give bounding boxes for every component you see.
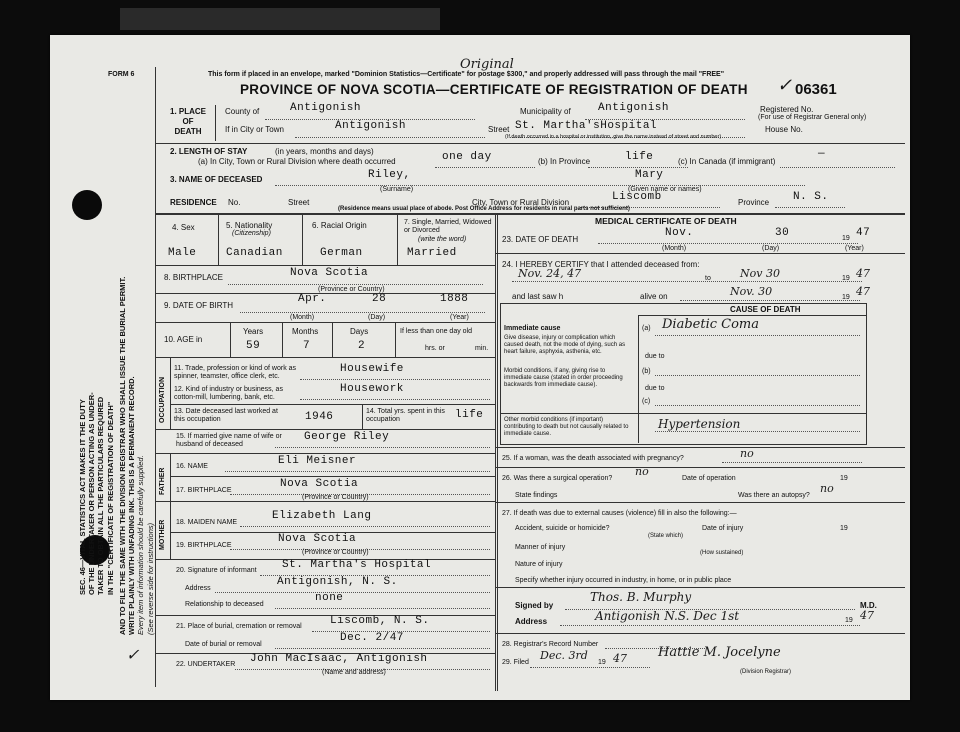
hrs-label: hrs. or xyxy=(425,345,445,352)
informant-signature-value: St. Martha's Hospital xyxy=(282,559,432,571)
undertaker-note: (Name and address) xyxy=(322,669,386,676)
given-name-value: Mary xyxy=(635,169,664,181)
injury-date-label: Date of injury xyxy=(702,525,744,532)
sex-label: 4. Sex xyxy=(172,223,195,232)
original-stamp: Original xyxy=(460,57,514,72)
year-prefix: 19 xyxy=(840,475,848,482)
given-name-note: (Given name or names) xyxy=(628,186,702,193)
stay-province-value: life xyxy=(625,151,654,163)
street-value: St. Martha'sHospital xyxy=(515,120,658,132)
birthplace-value: Nova Scotia xyxy=(290,267,369,279)
industry-value: Housework xyxy=(340,383,404,395)
less-than-day-label: If less than one day old xyxy=(400,328,472,335)
death-year-note: (Year) xyxy=(845,245,864,252)
pregnancy-label: 25. If a woman, was the death associated with pregnancy? xyxy=(502,455,684,462)
residence-province-value: N. S. xyxy=(793,191,829,203)
burial-place-value: Liscomb, N. S. xyxy=(330,615,430,627)
last-worked-value: 1946 xyxy=(305,411,334,423)
nationality-note: (Citizenship) xyxy=(232,230,271,237)
informant-address-value: Antigonish, N. S. xyxy=(277,576,398,588)
municipality-label: Municipality of xyxy=(520,107,571,116)
certificate-number: 06361 xyxy=(795,81,837,98)
last-saw-year: 47 xyxy=(856,285,870,298)
sidebar-line: Every item of information should be carefully supplied. xyxy=(136,455,146,635)
md-label: M.D. xyxy=(860,601,877,610)
registrar-note: (Division Registrar) xyxy=(740,669,792,675)
death-certificate: SEC. 46—VITAL STATISTICS ACT MAKES IT THE DUTY OF THE UNDERTAKER OR PERSON ACTING AS UNDER- TAKER TO OBTAIN ALL THE PARTICULARS REQUIRED IN THE "CERTIFICATE OF REGISTRATION OF DEATH" AND TO FILE THE SAME WITH THE DIVISION REGISTRAR WHO SHALL ISSUE THE BURIAL PERMIT. WRITE PLAINLY WITH UNFADING INK. THIS IS A PERMANENT RECORD. Every item of information should be carefully supplied. (See reverse side for instructions) ✓ FORM 6 This form if placed in an envelope, marked "Dominion Statistics—Certificate" for postage $300," and properly addressed will pass through the mail "FREE" Original PROVINCE OF NOVA SCOTIA—CERTIFICATE OF REGISTRATION OF DEATH 06361 ✓ 1. PLACE OF DEATH County of Antigonish Municipality of Antigonish Registered No. (For use of Registrar General only) If in City or Town Antigonish Street St. Martha'sHospital House No. (If death occurred in a hospital or institution, give the name instead of street and number) 2. LENGTH OF STAY (in years, months and days) (a) In City, Town or Rural Division where death occurred one day (b) In Province life (c) In Canada (if immigrant) — 3. NAME OF DECEASED Riley, (Surname) Mary (Given name or names) RESIDENCE No. Street City, Town or Rural Division Liscomb Province N. S. (Residence means usual place of abode. Post Office Address for residents in rural parts not sufficient) 4. Sex Male 5. Nationality (Citizenship) Canadian 6. Racial Origin German 7. Single, Married, Widowed or Divorced (write the word) Married 8. BIRTHPLACE Nova Scotia (Province or Country) 9. DATE OF BIRTH Apr. 28 1888 (Month) (Day) (Year) 10. AGE in Years Months Days 59 7 2 If less than one day old hrs. or min. OCCUPATION 11. Trade, profession or kind of work as spinner, teamster, office clerk, etc. Housewife 12. Kind of industry or business, as cotton-mill, lumbering, bank, etc. Housework 13. Date deceased last worked at this occupation 1946 14. Total yrs. spent in this occupation life 15. If married give name of wife or husband of deceased George Riley FATHER 16. NAME Eli Meisner 17. BIRTHPLACE Nova Scotia (Province or Country) MOTHER 18. MAIDEN NAME Elizabeth Lang 19. BIRTHPLACE Nova Scotia (Province or Country) 20. Signature of informant St. Martha's Hospital Address Antigonish, N. S. Relationship to deceased none 21. Place of burial, cremation or removal Liscomb, N. S. Date of burial or removal Dec. 2/47 22. UNDERTAKER John MacIsaac, Antigonish (Name and address) MEDICAL CERTIFICATE OF DEATH 23. DATE OF DEATH Nov. 30 19 47 (Month) (Day) (Year) 24. I HEREBY CERTIFY that I attended deceased from: Nov. 24, 47 to Nov 30 19 47 and last saw h alive on Nov. 30 19 47 CAUSE OF DEATH Immediate cause Give disease, injury or complication which caused death, not the mode of dying, such as heart failure, asphyxia, asthenia, etc. (a) Diabetic Coma due to Morbid conditions, if any, giving rise to immediate cause (stated in order proceeding backwards from immediate cause). (b) due to (c) Other morbid conditions (if important) contributing to death but not causally related to immediate cause. Hypertension 25. If a woman, was the death associated with pregnancy? no 26. Was there a surgical operation? no Date of operation 19 State findings Was there an autopsy? no 27. If death was due to external causes (violence) fill in also the following:— Accident, suicide or homicide? (State which) Date of injury 19 Manner of injury (How sustained) Nature of injury Specify whether injury occurred in industry, in home, or in public place Signed by Thos. B. Murphy M.D. Address Antigonish N.S. Dec 1st 19 47 28. Registrar's Record Number 29. Filed Dec. 3rd 19 47 Hattie M. Jocelyne (Division Registrar) xyxy=(50,35,910,700)
residence-no-label: No. xyxy=(228,198,241,207)
certificate-title: PROVINCE OF NOVA SCOTIA—CERTIFICATE OF REGISTRATION OF DEATH xyxy=(240,82,748,97)
surname-note: (Surname) xyxy=(380,186,414,193)
last-saw-value: Nov. 30 xyxy=(730,285,773,298)
residence-city-value: Liscomb xyxy=(612,191,662,203)
burial-place-label: 21. Place of burial, cremation or removal xyxy=(176,623,302,630)
marital-status-label: 7. Single, Married, Widowed or Divorced xyxy=(404,219,492,234)
operation-date-label: Date of operation xyxy=(682,475,736,482)
signed-by-label: Signed by xyxy=(515,601,554,610)
attended-year: 47 xyxy=(856,267,870,280)
age-months-label: Months xyxy=(292,327,319,336)
immediate-cause-label: Immediate cause xyxy=(504,325,561,332)
registered-no-note: (For use of Registrar General only) xyxy=(758,114,867,121)
label-line: OF xyxy=(182,117,194,126)
sidebar-instructions-2 xyxy=(118,277,155,635)
dob-label: 9. DATE OF BIRTH xyxy=(164,301,234,310)
filed-date-value: Dec. 3rd xyxy=(540,649,588,662)
label-line: 1. PLACE xyxy=(170,107,207,116)
informant-address-label: Address xyxy=(185,585,211,592)
surgery-value: no xyxy=(635,465,649,478)
death-day-note: (Day) xyxy=(762,245,780,252)
sidebar-instructions xyxy=(78,155,115,595)
trade-label: 11. Trade, profession or kind of work as spinner, teamster, office clerk, etc. xyxy=(174,365,297,380)
specify-label: Specify whether injury occurred in industry, in home, or in public place xyxy=(515,577,732,584)
due-to-label: due to xyxy=(645,385,665,392)
father-birthplace-note: (Province or Country) xyxy=(302,494,369,501)
physician-address-year: 47 xyxy=(860,609,874,622)
residence-province-label: Province xyxy=(738,198,770,207)
date-of-death-label: 23. DATE OF DEATH xyxy=(502,235,579,244)
father-birthplace-value: Nova Scotia xyxy=(280,478,359,490)
stay-canada-label: (c) In Canada (if immigrant) xyxy=(678,157,776,166)
immediate-cause-note: Give disease, injury or complication which caused death, not the mode of dying, such as heart failure, asphyxia, asthenia, etc. xyxy=(504,335,626,355)
marital-status-value: Married xyxy=(407,247,457,259)
divider xyxy=(215,105,216,141)
death-month-note: (Month) xyxy=(662,245,687,252)
registrar-number-label: 28. Registrar's Record Number xyxy=(502,641,599,648)
year-prefix: 19 xyxy=(840,525,848,532)
nature-label: Nature of injury xyxy=(515,561,563,568)
stay-canada-value: — xyxy=(818,148,826,160)
father-name-value: Eli Meisner xyxy=(278,455,357,467)
year-prefix: 19 xyxy=(842,294,850,301)
undertaker-label: 22. UNDERTAKER xyxy=(176,661,236,668)
left-border xyxy=(155,67,156,687)
other-conditions-label: Other morbid conditions (if important) contributing to death but not causally related to immediate cause. xyxy=(504,417,629,437)
street-label: Street xyxy=(488,125,510,134)
last-worked-label: 13. Date deceased last worked at this occupation xyxy=(174,408,278,423)
death-year: 47 xyxy=(856,227,871,239)
birthplace-note: (Province or Country) xyxy=(318,286,385,293)
dob-day: 28 xyxy=(372,293,387,305)
residence-street-label: Street xyxy=(288,198,310,207)
mother-birthplace-value: Nova Scotia xyxy=(278,533,357,545)
birthplace-label: 8. BIRTHPLACE xyxy=(164,273,223,282)
father-name-label: 16. NAME xyxy=(176,463,208,470)
county-label: County of xyxy=(225,107,260,116)
father-side-label: FATHER xyxy=(159,467,166,495)
day-note: (Day) xyxy=(368,314,386,321)
residence-note: (Residence means usual place of abode. Post Office Address for residents in rural parts not sufficient) xyxy=(338,206,630,212)
relationship-value: none xyxy=(315,592,344,604)
length-of-stay-label: 2. LENGTH OF STAY xyxy=(170,147,248,156)
envelope-note: This form if placed in an envelope, marked "Dominion Statistics—Certificate" for postage $300," and properly addressed will pass through the mail "FREE" xyxy=(208,71,725,78)
nationality-label: 5. Nationality xyxy=(226,221,273,230)
name-label: 3. NAME OF DECEASED xyxy=(170,175,263,184)
sidebar-line: AND TO FILE THE SAME WITH THE DIVISION REGISTRAR WHO SHALL ISSUE THE BURIAL PERMIT. xyxy=(118,276,127,635)
father-birthplace-label: 17. BIRTHPLACE xyxy=(176,487,232,494)
age-label: 10. AGE in xyxy=(164,335,203,344)
age-days-label: Days xyxy=(350,327,369,336)
racial-origin-label: 6. Racial Origin xyxy=(312,221,367,230)
year-prefix: 19 xyxy=(845,617,853,624)
mother-maiden-value: Elizabeth Lang xyxy=(272,510,372,522)
sidebar-line: SEC. 46—VITAL STATISTICS ACT MAKES IT THE DUTY xyxy=(78,399,87,595)
sidebar-line: (See reverse side for instructions) xyxy=(145,522,155,635)
cause-heading: CAUSE OF DEATH xyxy=(730,305,801,314)
attended-to-label: to xyxy=(705,275,711,282)
attended-from-value: Nov. 24, 47 xyxy=(518,267,582,280)
spouse-label: 15. If married give name of wife or husband of deceased xyxy=(176,433,282,448)
violence-label: 27. If death was due to external causes (violence) fill in also the following:— xyxy=(502,510,737,517)
total-years-label: 14. Total yrs. spent in this occupation xyxy=(366,408,445,423)
residence-label: RESIDENCE xyxy=(170,198,217,207)
check-mark: ✓ xyxy=(126,645,140,664)
year-prefix: 19 xyxy=(842,235,850,242)
age-months-value: 7 xyxy=(303,340,311,352)
stay-city-label: (a) In City, Town or Rural Division where death occurred xyxy=(198,157,396,166)
other-cause-value: Hypertension xyxy=(658,417,741,431)
relationship-label: Relationship to deceased xyxy=(185,601,264,608)
death-month: Nov. xyxy=(665,227,694,239)
attended-to-value: Nov 30 xyxy=(740,267,780,280)
film-edge xyxy=(120,8,440,30)
burial-date-value: Dec. 2/47 xyxy=(340,632,404,644)
accident-label: Accident, suicide or homicide? xyxy=(515,525,610,532)
due-to-label: due to xyxy=(645,353,665,360)
filed-year-value: 47 xyxy=(613,652,627,665)
last-saw-label: and last saw h xyxy=(512,292,564,301)
racial-origin-value: German xyxy=(320,247,363,259)
spouse-value: George Riley xyxy=(304,431,390,443)
check-mark: ✓ xyxy=(777,75,793,96)
residence-city-label: City, Town or Rural Division xyxy=(472,198,570,207)
form-number: FORM 6 xyxy=(108,71,135,78)
county-value: Antigonish xyxy=(290,102,362,114)
physician-address-value: Antigonish N.S. Dec 1st xyxy=(595,609,740,623)
state-findings-label: State findings xyxy=(515,492,558,499)
city-value: Antigonish xyxy=(335,120,407,132)
trade-value: Housewife xyxy=(340,363,404,375)
age-years-value: 59 xyxy=(246,340,261,352)
year-note: (Year) xyxy=(450,314,469,321)
stay-city-value: one day xyxy=(442,151,492,163)
morbid-conditions-label: Morbid conditions, if any, giving rise to immediate cause (stated in order proceeding backwards from immediate cause). xyxy=(504,368,623,388)
surname-value: Riley, xyxy=(368,169,411,181)
certify-label: 24. I HEREBY CERTIFY that I attended deceased from: xyxy=(502,260,700,269)
alive-on-label: alive on xyxy=(640,292,668,301)
sidebar-line: TAKER TO OBTAIN ALL THE PARTICULARS REQUIRED xyxy=(96,396,106,595)
occupation-side-label: OCCUPATION xyxy=(159,376,166,423)
marital-status-note: (write the word) xyxy=(418,236,467,243)
autopsy-value: no xyxy=(820,482,834,495)
total-years-value: life xyxy=(455,409,484,421)
manner-label: Manner of injury xyxy=(515,544,566,551)
min-label: min. xyxy=(475,345,489,352)
industry-label: 12. Kind of industry or business, as cotton-mill, lumbering, bank, etc. xyxy=(174,386,283,401)
registrar-signature: Hattie M. Jocelyne xyxy=(658,645,781,660)
length-of-stay-note: (in years, months and days) xyxy=(275,147,374,156)
sidebar-line: OF THE UNDERTAKER OR PERSON ACTING AS UNDER- xyxy=(87,392,97,595)
registered-no-label: Registered No. xyxy=(760,105,814,114)
dob-year: 1888 xyxy=(440,293,469,305)
medical-heading: MEDICAL CERTIFICATE OF DEATH xyxy=(595,216,737,226)
state-which-note: (State which) xyxy=(648,533,684,539)
municipality-value: Antigonish xyxy=(598,102,670,114)
year-prefix: 19 xyxy=(598,659,606,666)
autopsy-label: Was there an autopsy? xyxy=(738,492,810,499)
street-note: (If death occurred in a hospital or institution, give the name instead of street and number) xyxy=(505,134,722,140)
label-line: DEATH xyxy=(174,127,202,136)
how-sustained-note: (How sustained) xyxy=(700,550,744,556)
mother-side-label: MOTHER xyxy=(159,519,166,550)
cause-a-value: Diabetic Coma xyxy=(662,317,759,332)
dob-month: Apr. xyxy=(298,293,327,305)
age-days-value: 2 xyxy=(358,340,366,352)
mother-maiden-label: 18. MAIDEN NAME xyxy=(176,519,238,526)
undertaker-value: John MacIsaac, Antigonish xyxy=(250,653,428,665)
nationality-value: Canadian xyxy=(226,247,283,259)
mother-birthplace-note: (Province or Country) xyxy=(302,549,369,556)
pregnancy-value: no xyxy=(740,447,754,460)
sex-value: Male xyxy=(168,247,197,259)
place-of-death-label xyxy=(170,107,206,137)
age-years-label: Years xyxy=(243,327,264,336)
month-note: (Month) xyxy=(290,314,315,321)
physician-signature: Thos. B. Murphy xyxy=(590,590,692,604)
physician-address-label: Address xyxy=(515,617,548,626)
surgery-label: 26. Was there a surgical operation? xyxy=(502,475,613,482)
year-prefix: 19 xyxy=(842,275,850,282)
filed-label: 29. Filed xyxy=(502,659,529,666)
stay-province-label: (b) In Province xyxy=(538,157,591,166)
death-day: 30 xyxy=(775,227,790,239)
burial-date-label: Date of burial or removal xyxy=(185,641,262,648)
house-no-label: House No. xyxy=(765,125,803,134)
informant-signature-label: 20. Signature of informant xyxy=(176,567,257,574)
sidebar-line: IN THE "CERTIFICATE OF REGISTRATION OF DEATH" xyxy=(105,401,115,595)
city-label: If in City or Town xyxy=(225,125,284,134)
sidebar-line: WRITE PLAINLY WITH UNFADING INK. THIS IS A PERMANENT RECORD. xyxy=(127,376,137,635)
mother-birthplace-label: 19. BIRTHPLACE xyxy=(176,542,232,549)
